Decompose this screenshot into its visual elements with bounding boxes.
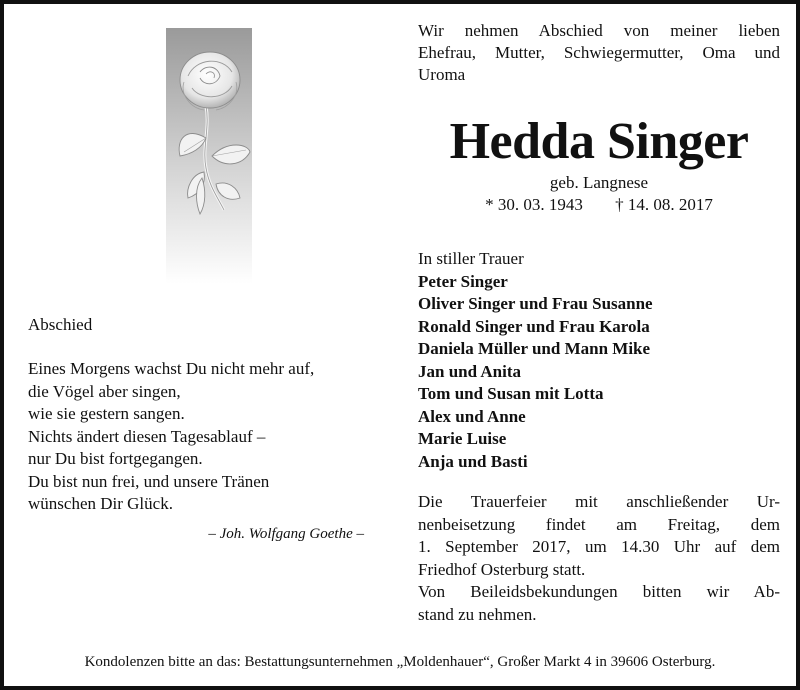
intro-line: Uroma xyxy=(418,65,466,84)
poem-line: Nichts ändert diesen Tagesablauf – xyxy=(28,426,266,446)
birth-date: * 30. 03. 1943 xyxy=(485,195,583,214)
ceremony-line: 1. September 2017, um 14.30 Uhr auf dem xyxy=(418,537,780,556)
poem-line: wie sie gestern sangen. xyxy=(28,404,185,423)
mourner-name: Oliver Singer und Frau Susanne xyxy=(418,294,653,313)
poem-line: wünschen Dir Glück. xyxy=(28,494,173,513)
mourner-name: Marie Luise xyxy=(418,429,507,448)
intro-line: Wir nehmen Abschied von meiner lieben xyxy=(418,21,780,40)
mourner-name: Tom und Susan mit Lotta xyxy=(418,384,604,403)
life-dates xyxy=(418,194,780,216)
intro-text xyxy=(418,20,780,86)
mourner-name: Ronald Singer und Frau Karola xyxy=(418,316,650,336)
poem-line: die Vögel aber singen, xyxy=(28,381,181,401)
mourner-name: Jan und Anita xyxy=(418,361,521,381)
poem-title: Abschied xyxy=(28,315,93,334)
mourner-name: Alex und Anne xyxy=(418,406,526,426)
mourner-name: Anja und Basti xyxy=(418,451,528,471)
intro-line: Ehefrau, Mutter, Schwiegermutter, Oma und xyxy=(418,43,780,62)
condolence-footer: Kondolenzen bitte an das: Bestattungsunternehmen „Moldenhauer“, Großer Markt 4 in 39606 Osterburg. xyxy=(84,654,716,670)
rose-icon xyxy=(166,28,252,284)
death-date: † 14. 08. 2017 xyxy=(615,195,713,214)
mourners-heading: In stiller Trauer xyxy=(418,249,524,268)
ceremony-line: Friedhof Osterburg statt. xyxy=(418,559,586,579)
poem-line: Eines Morgens wachst Du nicht mehr auf, xyxy=(28,359,315,378)
birth-name: geb. Langnese xyxy=(549,173,649,192)
ceremony-notice xyxy=(418,491,780,626)
ceremony-line: nenbeisetzung findet am Freitag, dem xyxy=(418,514,780,534)
mourner-name: Peter Singer xyxy=(418,271,508,291)
poem-line: Du bist nun frei, und unsere Tränen xyxy=(28,471,270,491)
mourner-name: Daniela Müller und Mann Mike xyxy=(418,339,651,358)
poem-line: nur Du bist fortgegangen. xyxy=(28,449,203,468)
deceased-name: Hedda Singer xyxy=(449,113,749,170)
poem-text xyxy=(28,358,388,516)
ceremony-line: Von Beileidsbekundungen bitten wir Ab- xyxy=(418,582,780,601)
mourners-list xyxy=(418,248,780,473)
poem-author: – Joh. Wolfgang Goethe – xyxy=(208,526,364,542)
ceremony-line: stand zu nehmen. xyxy=(418,604,537,624)
ceremony-line: Die Trauerfeier mit anschließender Ur- xyxy=(418,492,780,511)
